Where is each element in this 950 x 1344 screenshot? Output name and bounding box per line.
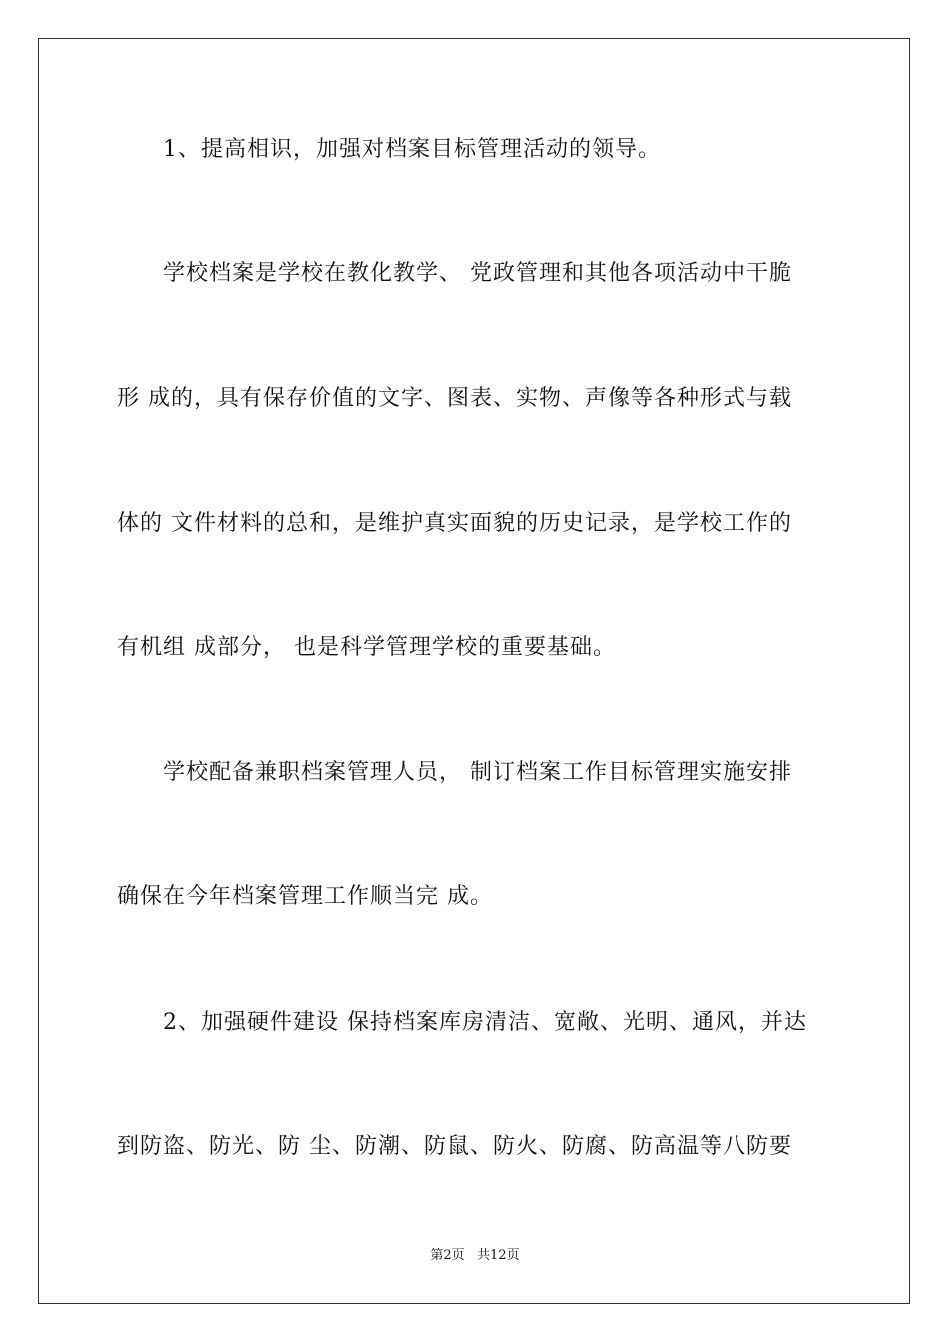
text-line-6: 学校配备兼职档案管理人员， 制订档案工作目标管理实施安排 [163,760,792,785]
text-line-7: 确保在今年档案管理工作顺当完 成。 [117,884,493,909]
text-line-9: 到防盗、防光、防 尘、防潮、防鼠、防火、防腐、防高温等八防要 [117,1134,792,1159]
page-border [38,38,910,1304]
text-line-5: 有机组 成部分， 也是科学管理学校的重要基础。 [117,635,616,660]
page-footer: 第2页 共12页 [430,1248,520,1263]
text-line-3: 形 成的，具有保存价值的文字、图表、实物、声像等各种形式与载 [117,386,792,411]
text-line-2: 学校档案是学校在教化教学、 党政管理和其他各项活动中干脆 [163,261,792,286]
text-line-4: 体的 文件材料的总和，是维护真实面貌的历史记录，是学校工作的 [117,511,792,536]
text-line-1: 1、提高相识，加强对档案目标管理活动的领导。 [163,137,661,162]
text-line-8: 2、加强硬件建设 保持档案库房清洁、宽敞、光明、通风，并达 [163,1010,807,1035]
